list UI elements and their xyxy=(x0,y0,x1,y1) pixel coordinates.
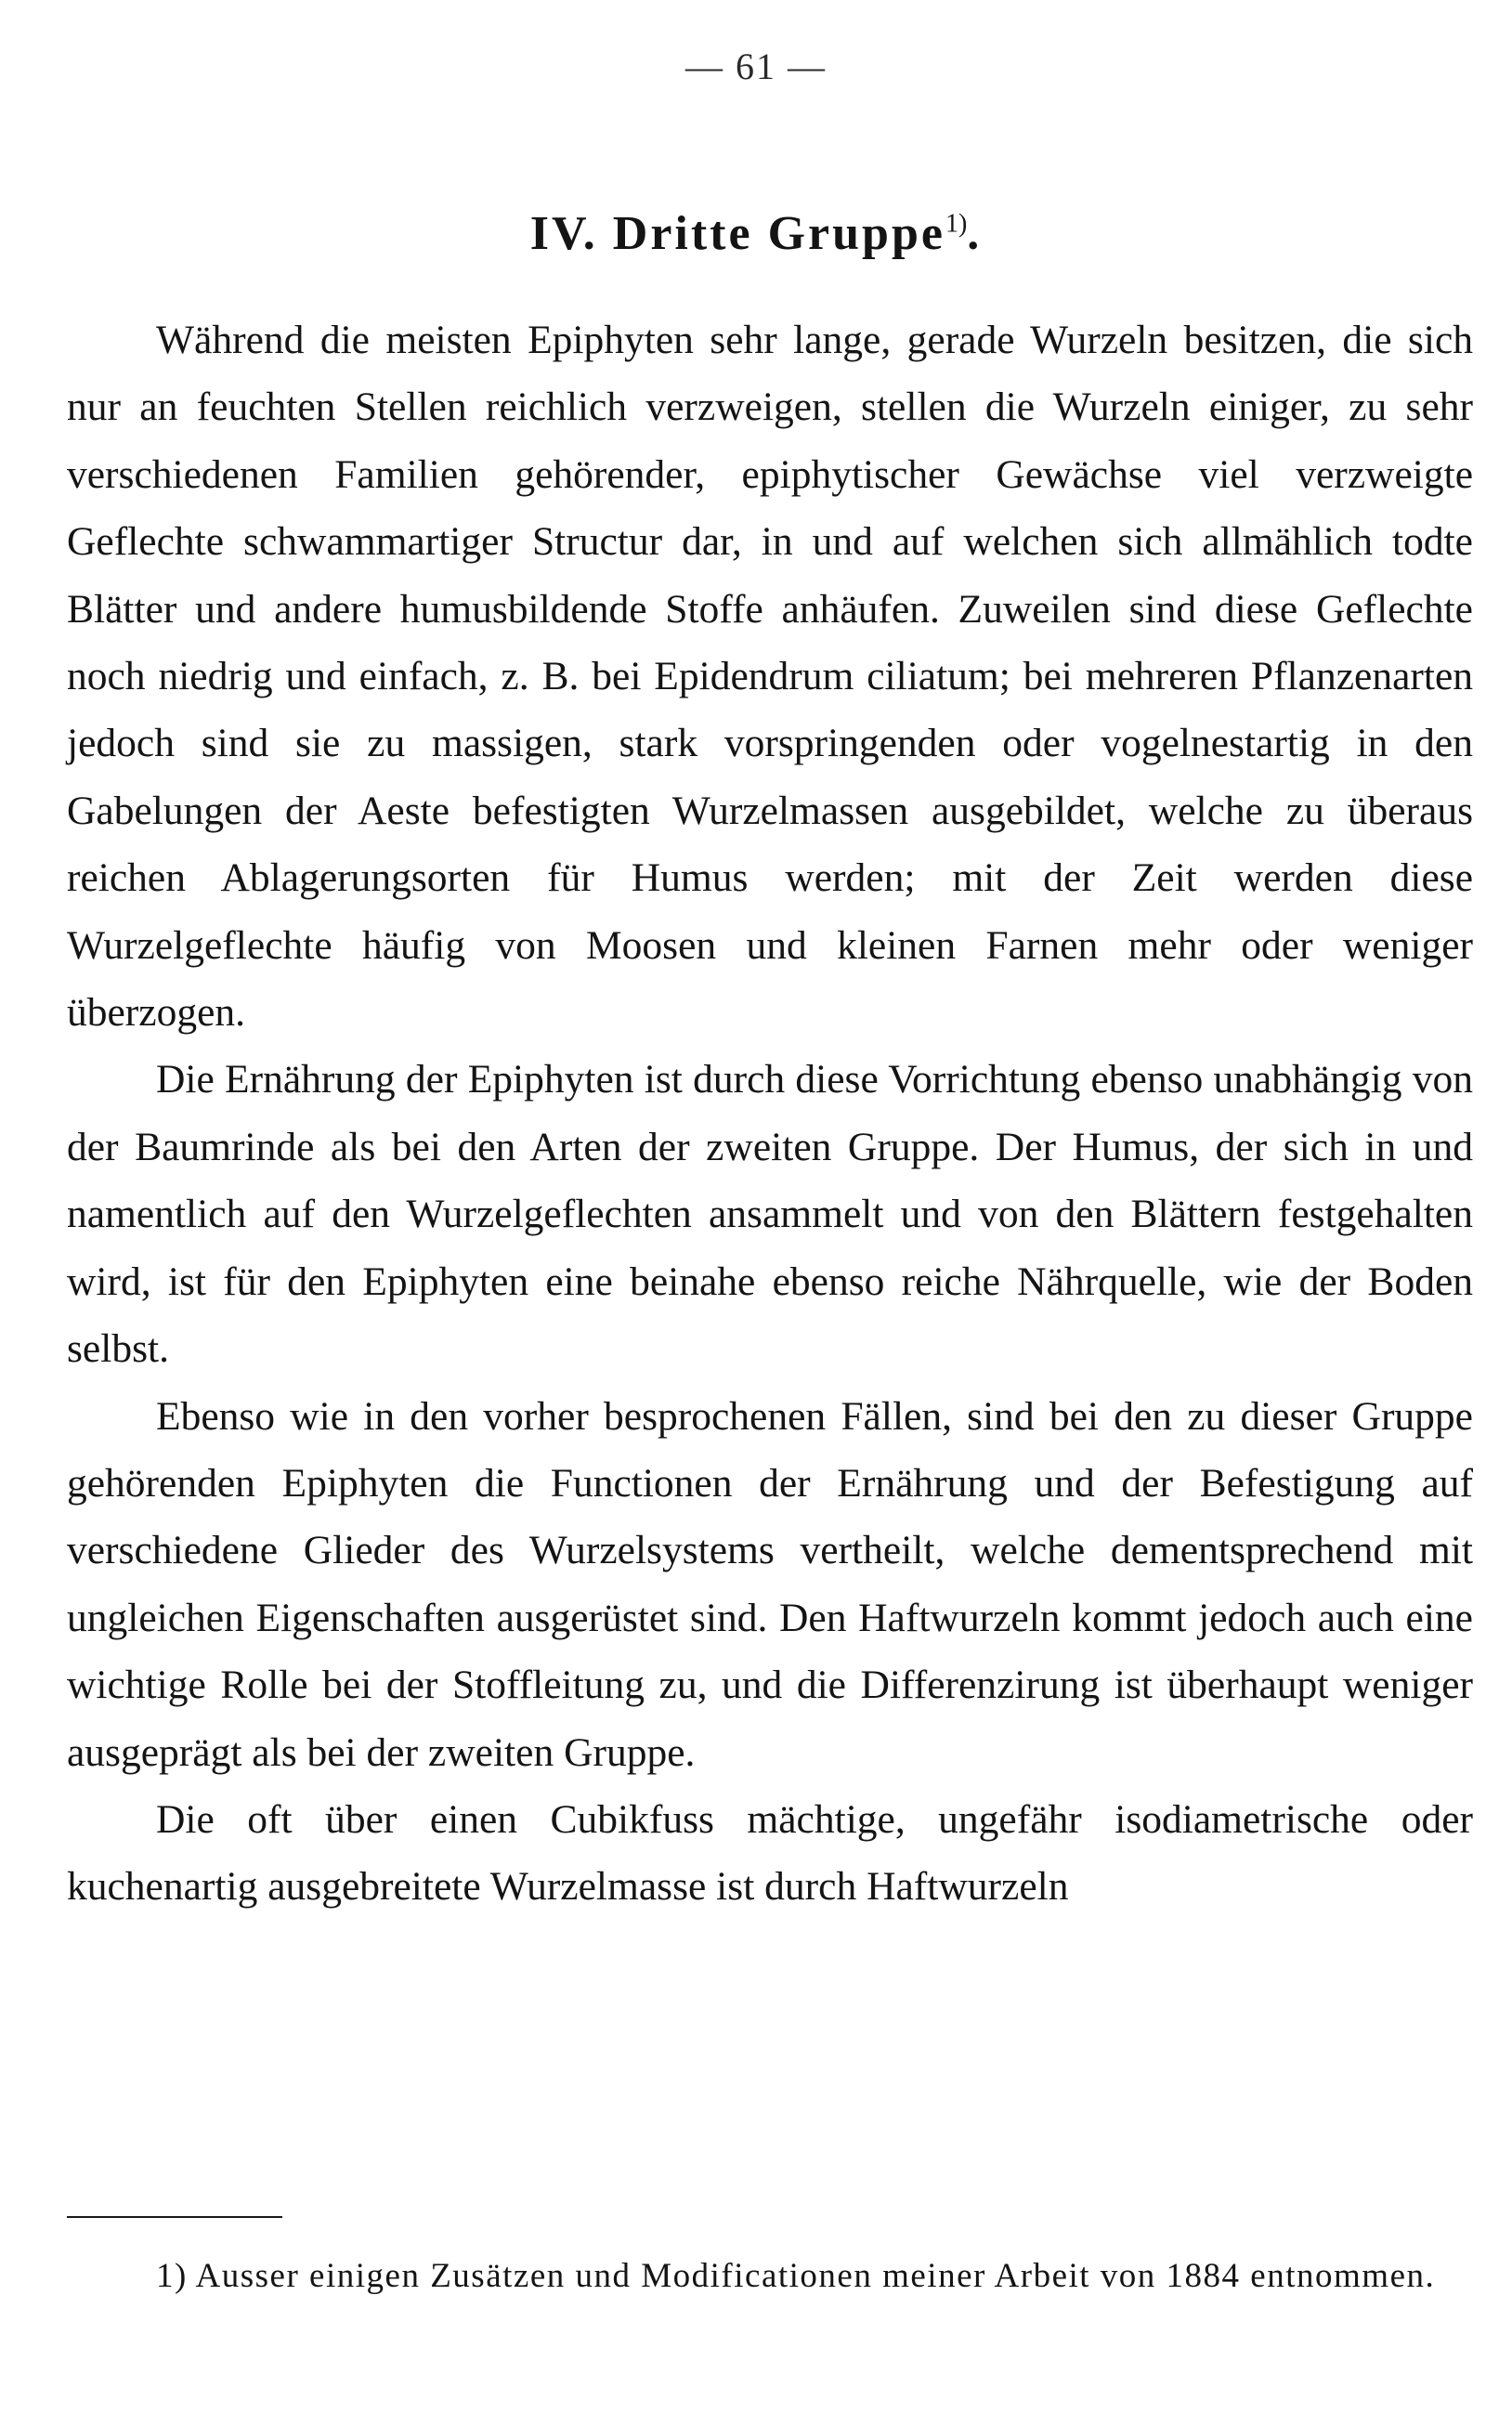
section-heading-text: IV. Dritte Gruppe xyxy=(529,207,945,260)
paragraph-2: Die Ernährung der Epiphyten ist durch diese Vorrichtung ebenso unabhängig von der Baumrinde als bei den Arten der zweiten Gruppe. Der Humus, der sich in und namentlich auf den Wurzelgeflechten ansammelt und von den Blättern festgehalten wird, ist für den Epiphyten eine beinahe ebenso reiche Nährquelle, wie der Boden selbst. xyxy=(67,1057,1473,1372)
section-heading xyxy=(0,206,1512,261)
body-text xyxy=(67,307,1473,1921)
heading-period: . xyxy=(967,207,983,260)
paragraph-3: Ebenso wie in den vorher besprochenen Fällen, sind bei den zu dieser Gruppe gehörenden Epiphyten die Functionen der Ernährung und der Befestigung auf verschiedene Glieder des Wurzelsystems vertheilt, welche dementsprechend mit ungleichen Eigenschaften ausgerüstet sind. Den Haftwurzeln kommt jedoch auch eine wichtige Rolle bei der Stoffleitung zu, und die Differenzirung ist überhaupt weniger ausgeprägt als bei der zweiten Gruppe. xyxy=(67,1393,1473,1775)
footnote-divider xyxy=(67,2216,282,2218)
paragraph-1: Während die meisten Epiphyten sehr lange, gerade Wurzeln besitzen, die sich nur an feuchten Stellen reichlich verzweigen, stellen die Wurzeln einiger, zu sehr verschiedenen Familien gehörender, epiphytischer Gewächse viel verzweigte Geflechte schwammartiger Structur dar, in und auf welchen sich allmählich todte Blätter und andere humusbildende Stoffe anhäufen. Zuweilen sind diese Geflechte noch niedrig und einfach, z. B. bei Epidendrum ciliatum; bei mehreren Pflanzenarten jedoch sind sie zu massigen, stark vorspringenden oder vogelnestartig in den Gabelungen der Aeste befestigten Wurzelmassen ausgebildet, welche zu überaus reichen Ablagerungsorten für Humus werden; mit der Zeit werden diese Wurzelgeflechte häufig von Moosen und kleinen Farnen mehr oder weniger überzogen. xyxy=(67,318,1473,1036)
footnote-reference: 1) xyxy=(945,209,968,239)
paragraph-4: Die oft über einen Cubikfuss mächtige, ungefähr isodiametrische oder kuchenartig ausgebreitete Wurzelmasse ist durch Haftwurzeln xyxy=(67,1796,1473,1910)
page-number: — 61 — xyxy=(685,46,827,87)
footnote: 1) Ausser einigen Zusätzen und Modificationen meiner Arbeit von 1884 entnommen. xyxy=(156,2257,1436,2295)
